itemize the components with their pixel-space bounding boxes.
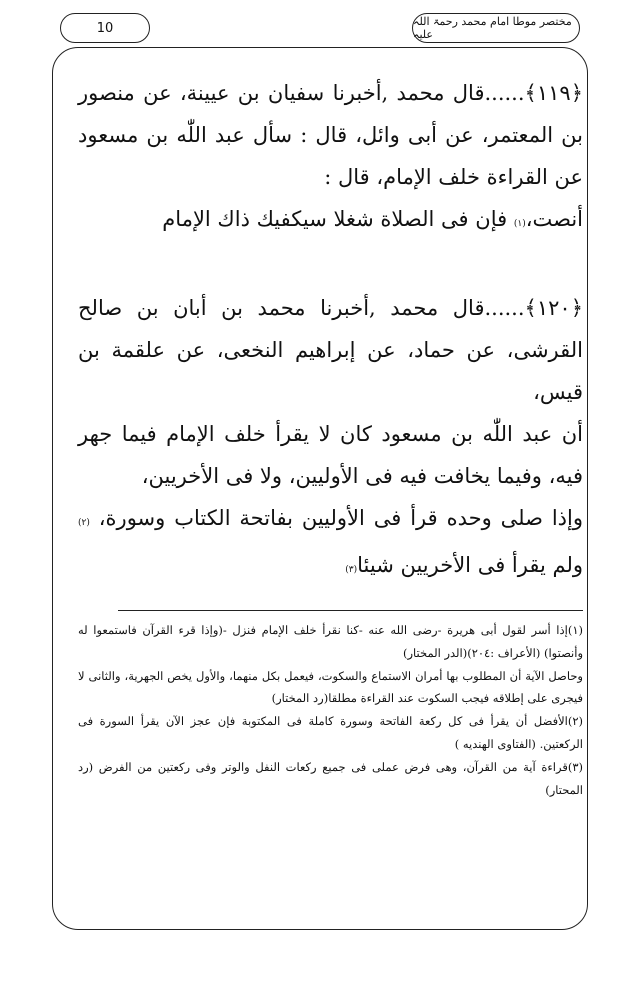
hadith-120-text-cont <box>78 497 583 591</box>
footnote-divider <box>118 610 583 611</box>
hadith-119-part1: أنصت، <box>525 207 583 231</box>
page-number: 10 <box>60 13 150 43</box>
hadith-119-text <box>78 198 583 245</box>
footnote-1: (١)إذا أسر لقول أبى هريرة -رضى الله عنه -كنا نقرأ خلف الإمام فنزل -(وإذا قرء القرآن فاستمعوا له وأنصتوا) (الأعراف :٢٠٤)(الدر المختار) <box>78 623 583 660</box>
hadith-120-part1: وإذا صلى وحده قرأ فى الأوليين بفاتحة الكتاب وسورة، <box>98 506 583 530</box>
hadith-120-text: أن عبد اللّٰه بن مسعود كان لا يقرأ خلف الإمام فيما جهر فيه، وفيما يخافت فيه فى الأوليين، ولا فى الأخريين، <box>78 422 583 488</box>
footnote-3: (٣)قراءة آية من القرآن، وهى فرض عملى فى جميع ركعات النفل والوتر وفى ركعتين من الفرض (رد المحتار) <box>78 759 583 797</box>
footnote-1-cont: وحاصل الآية أن المطلوب بها أمران الاستماع والسكوت، فيعمل بكل منهما، والأول يخص الجهرية، والثانى لا فيجرى على إطلاقه فيجب السكوت عند القراءة مطلقا(رد المختار) <box>78 668 583 706</box>
footnote-marker-2: (٢) <box>78 518 90 528</box>
footnote-2: (٢)الأفضل أن يقرأ فى كل ركعة الفاتحة وسورة كاملة فى المكتوبة فإن عجز الآن يقرأ السورة فى الركعتين. (الفتاوى الهنديه ) <box>78 714 583 751</box>
main-text <box>78 72 583 591</box>
footnote-marker-1: (١) <box>513 219 526 229</box>
hadith-119-part2: فإن فى الصلاة شغلا سيكفيك ذاك الإمام <box>162 207 508 231</box>
footnote-marker-3: (٣) <box>345 565 358 575</box>
spacer <box>78 245 583 287</box>
book-title: مختصر موطا امام محمد رحمۃ اللہ علیہ <box>412 13 580 43</box>
hadith-120-part2: ولم يقرأ فى الأخريين شيئا <box>357 553 583 577</box>
hadith-119-intro: ﴿١١٩﴾......قال محمد ,أخبرنا سفيان بن عيينة، عن منصور بن المعتمر، عن أبى وائل، قال : سأل عبد اللّٰه بن مسعود عن القراءة خلف الإمام، قال : <box>78 81 583 189</box>
footnotes <box>78 619 583 801</box>
hadith-120-intro: ﴿١٢٠﴾......قال محمد ,أخبرنا محمد بن أبان بن صالح القرشى، عن حماد، عن إبراهيم النخعى، عن علقمة بن قيس، <box>78 296 583 404</box>
